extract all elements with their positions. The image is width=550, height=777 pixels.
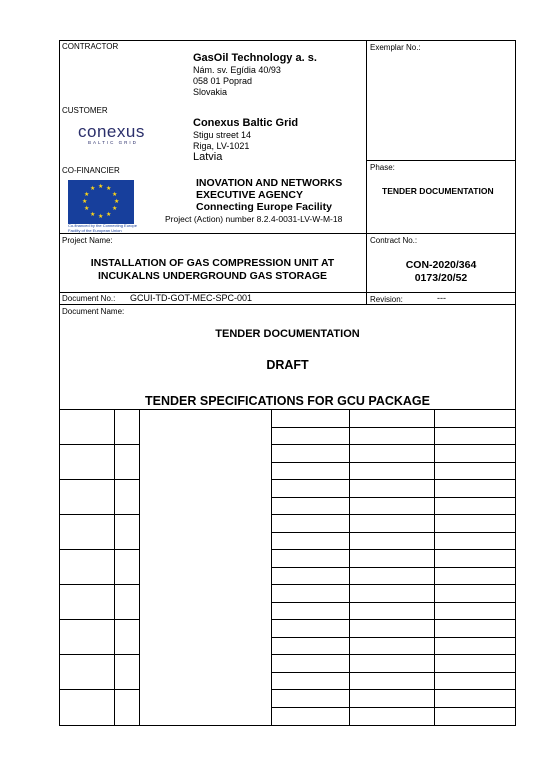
document-subtitle: TENDER SPECIFICATIONS FOR GCU PACKAGE xyxy=(145,394,430,408)
revision-table-row xyxy=(271,479,516,480)
contractor-country: Slovakia xyxy=(193,87,228,97)
project-line1: INSTALLATION OF GAS COMPRESSION UNIT AT xyxy=(90,257,335,269)
revision-table-row xyxy=(271,602,516,603)
revision-table-row xyxy=(59,689,139,690)
eu-star-icon: ★ xyxy=(90,212,96,218)
revision-table-row xyxy=(271,619,516,620)
revision-table-row xyxy=(271,567,516,568)
revision-table-row xyxy=(271,444,516,445)
customer-label: CUSTOMER xyxy=(62,106,108,115)
revision-table-col xyxy=(114,409,115,726)
eu-star-icon: ★ xyxy=(114,199,120,205)
customer-address2: Riga, LV-1021 xyxy=(193,141,250,151)
cofinancier-project: Project (Action) number 8.2.4-0031-LV-W-M-18 xyxy=(165,214,343,224)
eu-star-icon: ★ xyxy=(112,192,118,198)
document-name-label: Document Name: xyxy=(62,307,125,316)
conexus-logo-sub: BALTIC GRID xyxy=(88,140,138,145)
revision-table-row xyxy=(271,427,516,428)
revision-table-row xyxy=(59,654,139,655)
revision-table-row xyxy=(271,549,516,550)
revision-table-row xyxy=(271,532,516,533)
revision-table-row xyxy=(59,619,139,620)
eu-star-icon: ★ xyxy=(106,212,112,218)
revision-table-row xyxy=(271,672,516,673)
divider-phase xyxy=(366,160,516,161)
revision-table-row xyxy=(59,444,139,445)
revision-table-row xyxy=(271,654,516,655)
revision-table-row xyxy=(271,514,516,515)
revision-table-top xyxy=(59,409,516,410)
revision-table-row xyxy=(271,584,516,585)
eu-star-icon: ★ xyxy=(98,214,104,220)
contract-label: Contract No.: xyxy=(370,236,418,245)
conexus-logo xyxy=(78,122,158,152)
phase-label: Phase: xyxy=(370,163,395,172)
divider-project xyxy=(59,233,516,234)
eu-star-icon: ★ xyxy=(90,186,96,192)
revision-table-row xyxy=(59,549,139,550)
customer-name: Conexus Baltic Grid xyxy=(193,117,299,129)
revision-table-row xyxy=(59,584,139,585)
conexus-logo-text: conexus xyxy=(78,122,145,141)
eu-star-icon: ★ xyxy=(82,199,88,205)
contractor-address1: Nám. sv. Egídia 40/93 xyxy=(193,65,281,75)
contractor-address2: 058 01 Poprad xyxy=(193,76,253,86)
contract-line2: 0173/20/52 xyxy=(414,272,468,284)
contractor-name: GasOil Technology a. s. xyxy=(193,52,317,64)
eu-star-icon: ★ xyxy=(84,206,90,212)
document-number-value: GCUI-TD-GOT-MEC-SPC-001 xyxy=(130,293,253,303)
revision-table-row xyxy=(59,514,139,515)
phase-value: TENDER DOCUMENTATION xyxy=(382,186,494,196)
cofinancier-line2: EXECUTIVE AGENCY xyxy=(196,189,303,201)
eu-star-icon: ★ xyxy=(112,206,118,212)
divider-docno xyxy=(59,292,516,293)
revision-table-row xyxy=(271,707,516,708)
eu-caption: Co-financed by the Connecting Europe Facility of the European Union xyxy=(68,223,137,233)
cofinancier-line3: Connecting Europe Facility xyxy=(196,201,332,213)
revision-value: --- xyxy=(437,293,446,303)
divider-docno-bottom xyxy=(59,304,516,305)
project-label: Project Name: xyxy=(62,236,113,245)
contract-line1: CON-2020/364 xyxy=(405,259,477,271)
contractor-label: CONTRACTOR xyxy=(62,42,119,51)
revision-table-col xyxy=(139,409,140,726)
revision-table-row xyxy=(271,462,516,463)
eu-star-icon: ★ xyxy=(106,186,112,192)
revision-table-row xyxy=(271,637,516,638)
cofinancier-label: CO-FINANCIER xyxy=(62,166,120,175)
revision-table-row xyxy=(271,689,516,690)
revision-table-row xyxy=(59,479,139,480)
eu-flag xyxy=(68,180,134,224)
customer-country: Latvia xyxy=(193,151,223,163)
revision-label: Revision: xyxy=(370,295,403,304)
customer-address1: Stigu street 14 xyxy=(193,130,252,140)
document-status: DRAFT xyxy=(266,358,309,372)
exemplar-label: Exemplar No.: xyxy=(370,43,421,52)
cofinancier-line1: INOVATION AND NETWORKS xyxy=(196,177,343,189)
document-number-label: Document No.: xyxy=(62,294,116,303)
project-line2: INCUKALNS UNDERGROUND GAS STORAGE xyxy=(97,270,328,282)
revision-table-row xyxy=(271,497,516,498)
document-title: TENDER DOCUMENTATION xyxy=(215,328,360,340)
eu-star-icon: ★ xyxy=(98,184,104,190)
eu-star-icon: ★ xyxy=(84,192,90,198)
